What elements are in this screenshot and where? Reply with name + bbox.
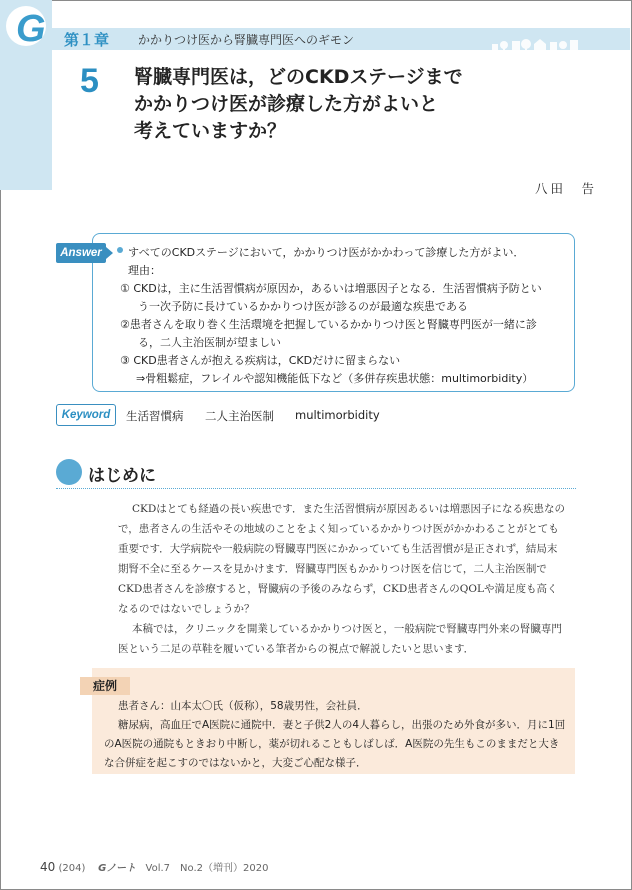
body-line: 医という二足の草鞋を履いている筆者からの視点で解説したいと思います． — [118, 643, 475, 655]
answer-line: る，二人主治医制が望ましい — [138, 336, 281, 349]
chapter-title: かかりつけ医から腎臓専門医へのギモン — [138, 33, 355, 47]
body-line: CKD患者さんを診療すると，腎臓病の予後のみならず，CKD患者さんのQOLや満足度も高く — [118, 583, 558, 595]
section-circle-icon — [56, 459, 82, 485]
page-footer — [40, 859, 268, 874]
townscape-icon — [490, 36, 580, 52]
case-line: 患者さん：山本太〇氏（仮称），58歳男性，会社員． — [118, 700, 368, 712]
body-paragraph — [118, 619, 578, 659]
question-title — [134, 64, 574, 145]
answer-line: ⇒骨粗鬆症，フレイルや認知機能低下など（多併存疾患状態：multimorbidity） — [136, 372, 534, 385]
case-text — [104, 697, 566, 773]
keyword-item: 二人主治医制 — [205, 409, 274, 423]
case-line: な合併症を起こすのではないかと，大変ご心配な様子． — [104, 757, 367, 769]
section-title: はじめに — [88, 466, 156, 486]
page-number-sub: (204) — [58, 863, 86, 874]
g-logo-icon: G — [6, 6, 46, 46]
answer-line: 理由： — [128, 264, 161, 277]
body-line: CKDはとても経過の長い疾患です．また生活習慣病が原因あるいは増悪因子になる疾患なの — [132, 503, 565, 515]
answer-line: すべてのCKDステージにおいて，かかりつけ医がかかわって診療した方がよい． — [128, 246, 525, 259]
author-name: 八田 告 — [535, 181, 598, 196]
case-line: 糖尿病，高血圧でA医院に通院中．妻と子供2人の4人暮らし，出張のため外食が多い．月に1回 — [118, 719, 566, 731]
journal-name: Gノート — [98, 863, 136, 874]
journal-volume: Vol.7 No.2（増刊）2020 — [145, 863, 269, 874]
keyword-tag: Keyword — [56, 404, 116, 426]
body-line: で，患者さんの生活やその地域のことをよく知っているかかりつけ医がかかわることがとても — [118, 523, 559, 535]
chapter-number: 第１章 — [64, 31, 110, 49]
body-paragraph — [118, 499, 578, 619]
question-number: 5 — [80, 62, 99, 100]
keyword-item: multimorbidity — [295, 408, 380, 422]
bullet-icon — [117, 247, 123, 253]
answer-line: ① CKDは，主に生活習慣病が原因か，あるいは増悪因子となる．生活習慣病予防とい — [120, 282, 542, 295]
section-divider — [56, 488, 576, 489]
page-number: 40 — [40, 860, 56, 874]
body-line: 期腎不全に至るケースを見かけます．腎臓専門医もかかりつけ医を信じて，二人主治医制で — [118, 563, 547, 575]
answer-line: う一次予防に長けているかかりつけ医が診るのが最適な疾患である — [138, 300, 468, 313]
body-line: 本稿では，クリニックを開業しているかかりつけ医と，一般病院で腎臓専門外来の腎臓専門 — [132, 623, 562, 635]
body-line: 重要です．大学病院や一般病院の腎臓専門医にかかっていても生活習慣が是正されず，結局末 — [118, 543, 558, 555]
case-line: のA医院の通院もときおり中断し，薬が切れることもしばしば．A医院の先生もこのままだと大き — [104, 738, 560, 750]
answer-tag: Answer — [56, 243, 106, 263]
answer-line: ②患者さんを取り巻く生活環境を把握しているかかりつけ医と腎臓専門医が一緒に診 — [120, 318, 537, 331]
case-label: 症例 — [80, 677, 130, 695]
question-title-line: 腎臓専門医は，どのCKDステージまで — [134, 66, 463, 88]
body-line: なるのではないでしょうか？ — [118, 603, 255, 615]
answer-line: ③ CKD患者さんが抱える疾病は，CKDだけに留まらない — [120, 354, 401, 367]
keyword-item: 生活習慣病 — [126, 409, 184, 423]
question-title-line: かかりつけ医が診療した方がよいと — [134, 93, 439, 115]
question-title-line: 考えていますか？ — [134, 120, 287, 142]
